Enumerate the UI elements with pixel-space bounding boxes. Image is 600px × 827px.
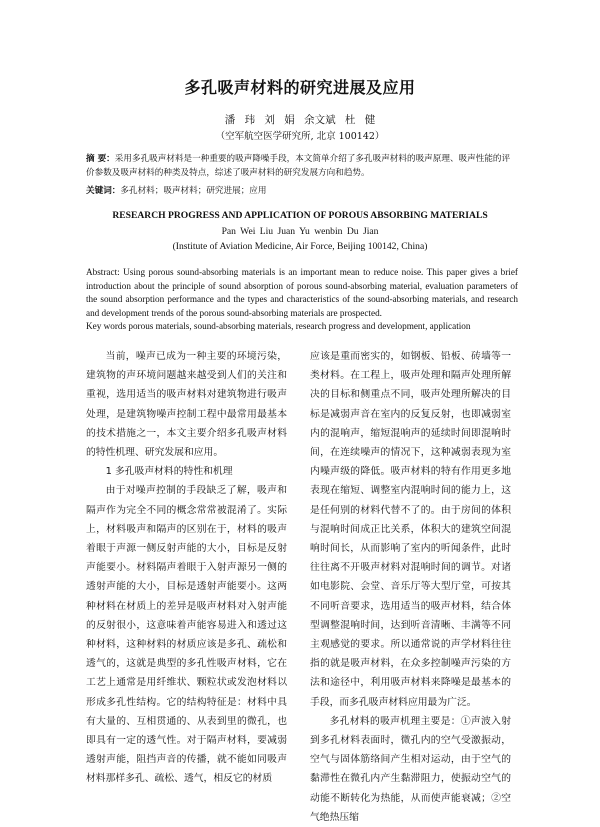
- author-list: 潘 玮 刘 娟 余文斌 杜 健: [224, 114, 376, 126]
- english-abstract: [86, 266, 518, 334]
- intro-paragraph: 当前，噪声已成为一种主要的环境污染，建筑物的声环境问题越来越受到人们的关注和重视，选用适当的吸声材料对建筑物进行吸声处理，是建筑物噪声控制工程中最常用最基本的技术措施之一，本文主要介绍多孔吸声材料的特性机理、研究发展和应用。: [86, 351, 287, 459]
- continued-paragraph: 应该是重而密实的，如钢板、铅板、砖墙等一类材料。在工程上，吸声处理和隔声处理所解决的目标和侧重点不同，吸声处理所解决的目标是减弱声音在室内的反复反射，也即减弱室内的混响声，缩短混响声的延续时间即混响时间，在连续噪声的情况下，这种减弱表现为室内噪声级的降低。吸声材料的特有作用更多地表现在缩短、调整室内混响时间的能力上，这是任何别的材料代替不了的。由于房间的体积与混响时间成正比关系，体积大的建筑空间混响时间长，从而影响了室内的听闻条件，此时往往离不开吸声材料对混响时间的调节。对诸如电影院、会堂、音乐厅等大型厅堂，可按其不同听音要求，选用适当的吸声材料，结合体型调整混响时间，达到听音清晰、丰满等不同主观感觉的要求。所以通常说的声学材料往往指的就是吸声材料，在众多控制噪声污染的方法和途径中，利用吸声材料来降噪是最基本的手段，而多孔吸声材料应用最为广泛。: [310, 351, 511, 708]
- abstract-label: 摘 要：: [86, 154, 115, 164]
- english-title: RESEARCH PROGRESS AND APPLICATION OF POROUS ABSORBING MATERIALS: [112, 210, 488, 221]
- english-authors: Pan Wei Liu Juan Yu wenbin Du Jian: [221, 226, 379, 237]
- english-keywords: Key words porous materials, sound-absorbing materials, research progress and development, application: [86, 321, 471, 332]
- body-left-column: [86, 347, 287, 789]
- section1-paragraph: 由于对噪声控制的手段缺乏了解，吸声和隔声作为完全不同的概念常常被混淆了。实际上，材料吸声和隔声的区别在于，材料的吸声着眼于声源一侧反射声能的大小，目标是反射声能要小。材料隔声着眼于入射声源另一侧的透射声能的大小，目标是透射声能要小。这两种材料在材质上的差异是吸声材料对入射声能的反射很小，这意味着声能容易进入和透过这种材料，这种材料的材质应该是多孔、疏松和透气的，这就是典型的多孔性吸声材料，它在工艺上通常是用纤维状、颗粒状或发泡材料以形成多孔性结构。它的结构特征是：材料中具有大量的、互相贯通的、从表到里的微孔，也即具有一定的透气性。对于隔声材料，要减弱透射声能，阻挡声音的传播，就不能如同吸声材料那样多孔、疏松、透气，相反它的材质: [86, 485, 287, 785]
- paper-title: 多孔吸声材料的研究进展及应用: [184, 78, 416, 97]
- english-abstract-text: Abstract: Using porous sound-absorbing materials is an important mean to reduce noise. This paper gives a brief introduction about the principle of sound absorption of porous sound-absorbing material, evaluation parameters of the sound absorption performance and the types and characteristics of the sound-absorbing materials, and research and development trends of the porous sound-absorbing materials are prospected.: [86, 267, 518, 318]
- keywords-chinese: [86, 184, 518, 198]
- keywords-text: 多孔材料；吸声材料；研究进展；应用: [120, 186, 267, 196]
- abstract-chinese: [86, 152, 518, 180]
- english-affiliation: (Institute of Aviation Medicine, Air Force, Beijing 100142, China): [172, 241, 428, 252]
- mechanism-paragraph: 多孔材料的吸声机理主要是：①声波入射到多孔材料表面时，微孔内的空气受激振动，空气与固体筋络间产生相对运动，由于空气的黏滞性在微孔内产生黏滞阻力，使振动空气的动能不断转化为热能，从而使声能衰减；②空气绝热压缩: [310, 715, 511, 823]
- keywords-label: 关键词：: [86, 186, 121, 196]
- affiliation: （空军航空医学研究所, 北京 100142）: [215, 131, 385, 142]
- body-right-column: [310, 347, 511, 827]
- abstract-text: 采用多孔吸声材料是一种重要的吸声降噪手段，本文简单介绍了多孔吸声材料的吸声原理、吸声性能的评价参数及吸声材料的种类及特点，综述了吸声材料的研究发展方向和趋势。: [86, 154, 511, 178]
- section-heading: 1 多孔吸声材料的特性和机理: [105, 466, 233, 478]
